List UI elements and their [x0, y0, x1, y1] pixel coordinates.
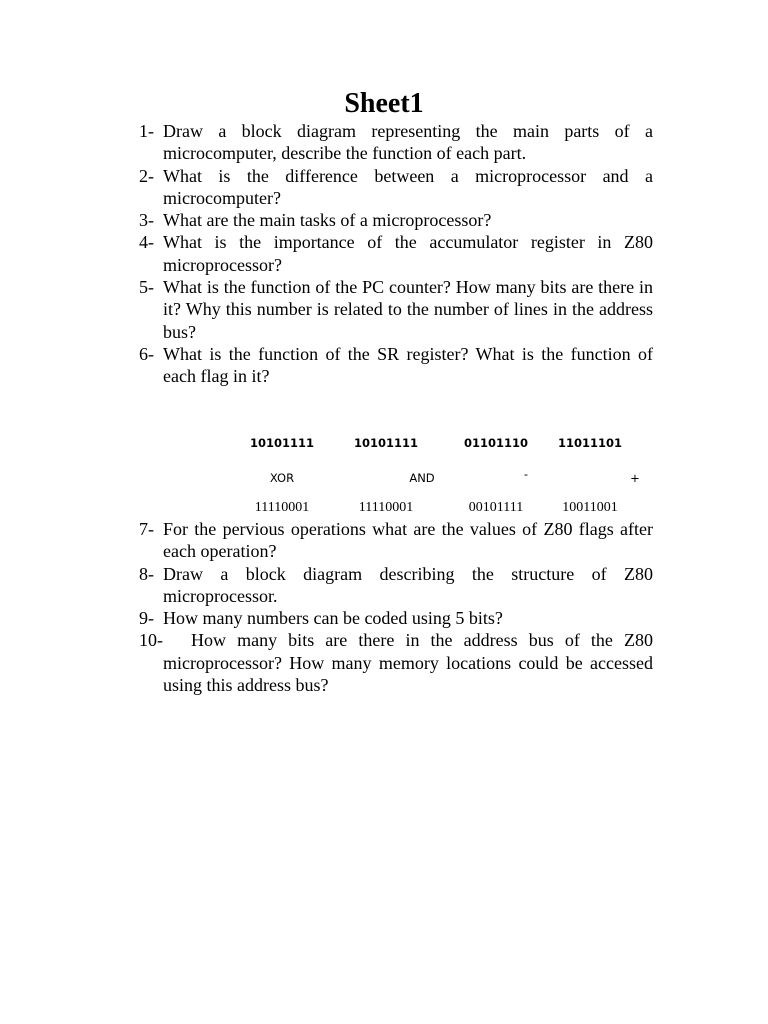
- operand-a: 11011101: [557, 436, 622, 450]
- question-text: What is the function of the SR register? What is the function of each flag in it?: [163, 343, 653, 387]
- question-number: 1-: [139, 121, 154, 141]
- binary-operations: [0, 430, 768, 520]
- question-number: 7-: [139, 519, 154, 539]
- question-text: For the pervious operations what are the values of Z80 flags after each operation?: [163, 519, 653, 562]
- operand-a: 10101111: [249, 436, 314, 450]
- question-list-top: [139, 120, 653, 388]
- question-number: 9-: [139, 608, 154, 629]
- page-title: Sheet1: [344, 88, 424, 119]
- question-number: 5-: [139, 277, 154, 298]
- question-number: 2-: [139, 165, 154, 186]
- question-item: [139, 276, 653, 343]
- operand-a: 10101111: [353, 436, 418, 450]
- question-number: 10-: [139, 630, 163, 651]
- question-text: How many numbers can be coded using 5 bits?: [163, 608, 503, 629]
- question-item: [139, 607, 653, 629]
- question-text: What are the main tasks of a microprocessor?: [163, 210, 492, 231]
- question-item: [139, 563, 653, 608]
- question-text: Draw a block diagram describing the structure of Z80 microprocessor.: [163, 563, 653, 606]
- question-item: [139, 209, 653, 231]
- operator: XOR: [269, 471, 295, 485]
- question-number: 8-: [139, 563, 154, 584]
- question-number: 6-: [139, 343, 154, 364]
- question-text: Draw a block diagram representing the main parts of a microcomputer, describe the function of each part.: [163, 121, 653, 164]
- operand-a: 01101110: [463, 436, 528, 450]
- question-item: [139, 518, 653, 563]
- question-number: 3-: [139, 210, 154, 231]
- operator: +: [630, 471, 640, 485]
- question-item: [139, 629, 653, 696]
- operand-b: 00101111: [468, 500, 524, 515]
- question-item: [139, 231, 653, 276]
- question-item: [139, 343, 653, 388]
- operand-b: 11110001: [254, 500, 310, 515]
- operand-b: 11110001: [358, 500, 414, 515]
- question-text: How many bits are there in the address bus of the Z80 microprocessor? How many memory locations could be accessed using this address bus?: [163, 630, 653, 696]
- question-item: [139, 165, 653, 210]
- question-text: What is the importance of the accumulator register in Z80 microprocessor?: [163, 232, 653, 275]
- question-number: 4-: [139, 232, 154, 253]
- question-text: What is the difference between a microprocessor and a microcomputer?: [163, 165, 653, 208]
- operator: AND: [409, 471, 435, 485]
- question-list-bottom: [139, 518, 653, 696]
- question-item: [139, 120, 653, 165]
- operator: -: [523, 467, 529, 481]
- operand-b: 10011001: [562, 500, 618, 515]
- question-text: What is the function of the PC counter? How many bits are there in it? Why this number is related to the number of lines in the address bus?: [163, 277, 653, 342]
